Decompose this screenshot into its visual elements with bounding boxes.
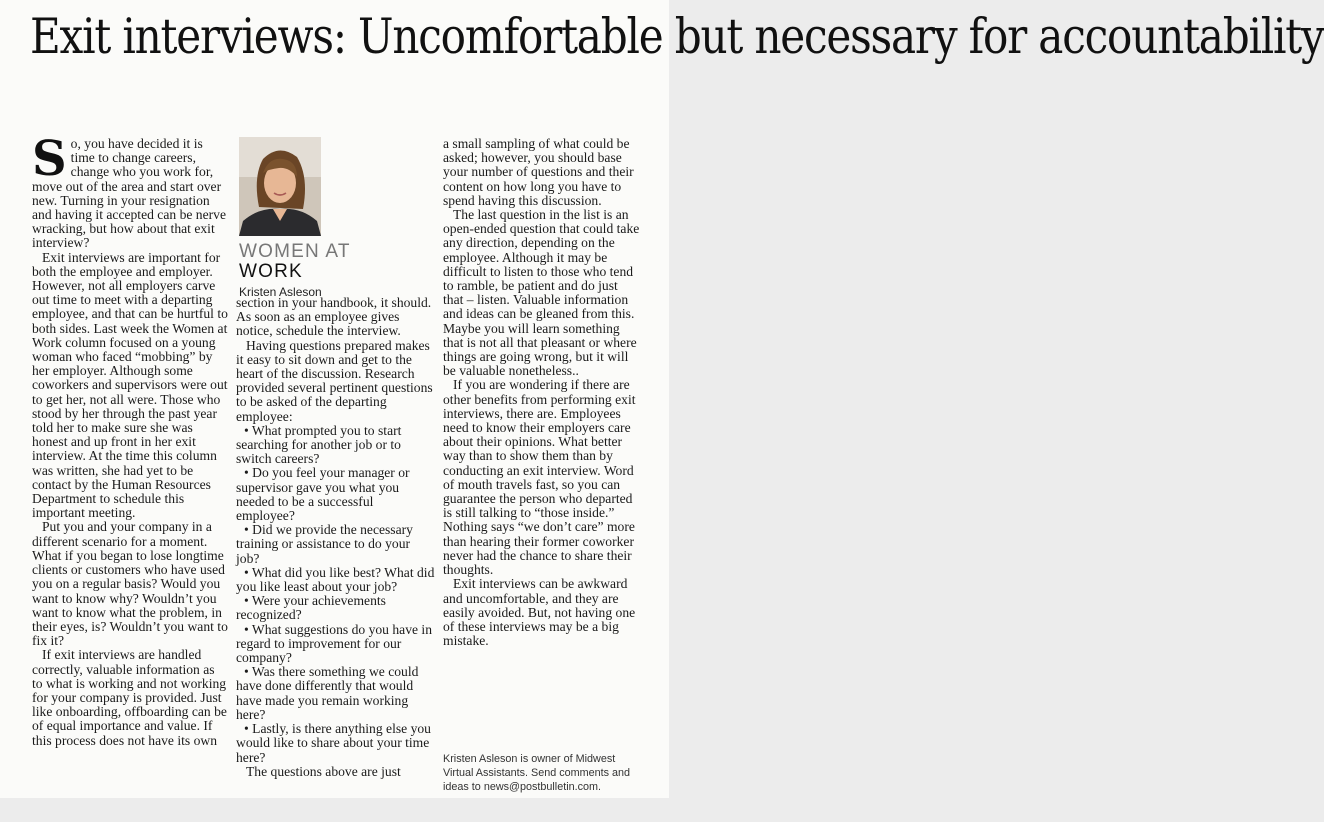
article-column-1 <box>32 131 228 748</box>
author-note: Kristen Asleson is owner of Midwest Virtual Assistants. Send comments and ideas to news@postbulletin.com. <box>443 753 631 793</box>
paragraph: The last question in the list is an open-ended question that could take any direction, depending on the employee. Although it may be difficult to listen to those who tend to ramble, be patient and do just that – listen. Valuable information and ideas can be gleaned from this. Maybe you will learn something that is not all that pleasant or where things are going wrong, but it will be valuable nonetheless.. <box>443 207 640 379</box>
author-photo <box>239 137 321 236</box>
question-item: • Were your achievements recognized? <box>236 593 386 623</box>
paragraph <box>32 131 228 251</box>
intro-text: o, you have decided it is time to change careers, change who you work for, move out of the area and start over new. Turning in your resignation and having it accepted can be nerve wracking, but how about that exit interview? <box>32 136 226 251</box>
question-item: • Did we provide the necessary training or assistance to do your job? <box>236 522 413 566</box>
paragraph: section in your handbook, it should. As soon as an employee gives notice, schedule the interview. <box>236 295 432 339</box>
question-item: • Was there something we could have done differently that would have made you remain working here? <box>236 664 419 722</box>
paragraph: The questions above are just <box>246 763 401 779</box>
question-item: • What did you like best? What did you like least about your job? <box>236 564 435 595</box>
paragraph: Exit interviews can be awkward and uncomfortable, and they are easily avoided. But, not having one of these interviews may be a big mistake. <box>443 576 636 649</box>
column-label <box>239 242 429 299</box>
question-item: • Lastly, is there anything else you would like to share about your time here? <box>236 721 431 765</box>
paragraph: If you are wondering if there are other benefits from performing exit interviews, there are. Employees need to know their employers care about their opinions. What better way than to show them than by conducting an exit interview. Word of mouth travels fast, so you can guarantee the person who departed is still talking to “those inside.” Nothing says “we don’t care” more than hearing their former coworker never had the chance to share their thoughts. <box>443 377 636 578</box>
question-item: • What prompted you to start searching for another job or to switch careers? <box>236 422 402 467</box>
paragraph: If exit interviews are handled correctly, valuable information as to what is working and not working for your company is provided. Just like onboarding, offboarding can be of equal importance and value. If this process does not have its own <box>32 647 227 748</box>
drop-cap: S <box>32 131 67 187</box>
question-item: • What suggestions do you have in regard to improvement for our company? <box>236 621 433 666</box>
author-portrait-image <box>239 137 321 236</box>
paragraph: a small sampling of what could be asked; however, you should base your number of questions and their content on how long you have to spend having this discussion. <box>443 136 634 208</box>
paragraph: Exit interviews are important for both the employee and employer. However, not all employers carve out time to meet with a departing employee, and that can be hurtful to both sides. Last week the Women at Work column focused on a young woman who faced “mobbing” by her employer. Although some coworkers and supervisors were out to get her, not all were. Those who stood by her through the past year told her to make sure she was honest and up front in her exit interview. At the time this column was written, she had yet to be contact by the Human Resources Department to schedule this important meeting. <box>32 249 228 521</box>
question-item: • Do you feel your manager or supervisor gave you what you needed to be a successful employee? <box>236 465 410 524</box>
paragraph: Having questions prepared makes it easy to sit down and get to the heart of the discussion. Research provided several pertinent questions to be asked of the departing employee: <box>236 337 433 424</box>
article-column-2 <box>236 296 435 779</box>
paragraph: Put you and your company in a different scenario for a moment. What if you began to lose longtime clients or customers who have used you on a regular basis? Would you want to know why? Wouldn’t you want to know what the problem, in their eyes, is? Wouldn’t you want to fix it? <box>32 519 228 649</box>
headline: Exit interviews: Uncomfortable but necessary for accountability <box>30 8 1324 65</box>
byline: Kristen Asleson <box>239 285 322 299</box>
column-label-line2: WORK <box>239 261 303 282</box>
column-label-line1: WOMEN AT <box>239 241 351 262</box>
article-column-3 <box>443 137 640 648</box>
